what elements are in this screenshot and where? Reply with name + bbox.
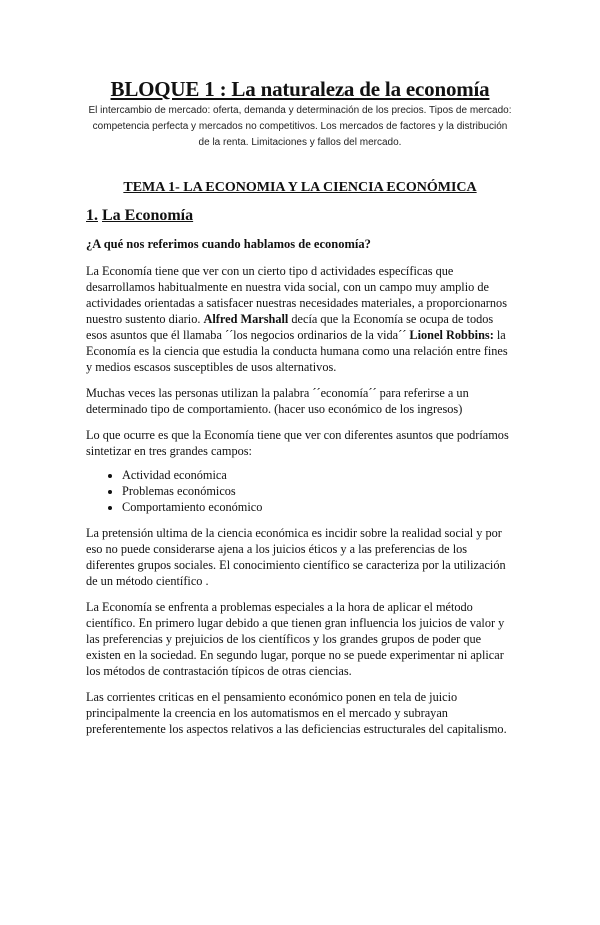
document-title: BLOQUE 1 : La naturaleza de la economía	[110, 77, 490, 101]
list-item: • Problemas económicos	[122, 483, 514, 499]
section-number: 1.	[86, 207, 98, 224]
paragraph-1	[86, 263, 514, 375]
paragraph-1-text-c: decía que la Economía se ocupa de todos esos asuntos que él llamaba ´´los negocios ordinarios de la vida´´	[86, 312, 494, 342]
section-label: La Economía	[102, 207, 194, 224]
paragraph-6: Las corrientes criticas en el pensamiento económico ponen en tela de juicio principalmente la creencia en los automatismos en el mercado y subrayan preferentemente los aspectos relativos a las deficiencias estructurales del capitalismo.	[86, 690, 507, 736]
tema-heading: TEMA 1- LA ECONOMIA Y LA CIENCIA ECONÓMICA	[123, 180, 477, 195]
document-subtitle: El intercambio de mercado: oferta, demanda y determinación de los precios. Tipos de mercado: competencia perfecta y mercados no competitivos. Los mercados de factores y la distribución de la renta. Limitaciones y fallos del mercado.	[88, 105, 512, 148]
paragraph-5: La Economía se enfrenta a problemas especiales a la hora de aplicar el método científico. En primero lugar debido a que tienen gran influencia los juicios de valor y las preferencias y prejuicios de los científicos y los grandes grupos de poder que existen en la sociedad. En segundo lugar, porque no se puede experimentar ni aplicar los métodos de contrastación típicos de otras ciencias.	[86, 600, 505, 678]
document-page	[0, 77, 600, 925]
author-marshall: Alfred Marshall	[203, 312, 289, 326]
section-heading	[86, 205, 514, 227]
author-robbins: Lionel Robbins:	[409, 328, 494, 342]
list-item: • Comportamiento económico	[122, 499, 514, 515]
paragraph-1-text-e: la Economía es la ciencia que estudia la conducta humana como una relación entre fines y medios escasos susceptibles de usos alternativos.	[86, 328, 508, 374]
paragraph-3: Lo que ocurre es que la Economía tiene que ver con diferentes asuntos que podríamos sintetizar en tres grandes campos:	[86, 428, 509, 458]
paragraph-1-text-a: La Economía tiene que ver con un cierto tipo d actividades específicas que desarrollamos habitualmente en nuestra vida social, con un campo muy amplio de actividades orientadas a satisfacer nuestras necesidades materiales, a proporcionarnos nuestro sustento diario.	[86, 264, 507, 326]
fields-list	[86, 467, 514, 515]
paragraph-4: La pretensión ultima de la ciencia económica es incidir sobre la realidad social y por eso no puede considerarse ajena a los juicios éticos y a las preferencias de los diferentes grupos sociales. El conocimiento científico se caracteriza por la utilización de un método científico .	[86, 526, 506, 588]
list-item: • Actividad económica	[122, 467, 514, 483]
paragraph-2: Muchas veces las personas utilizan la palabra ´´economía´´ para referirse a un determinado tipo de comportamiento. (hacer uso económico de los ingresos)	[86, 386, 469, 416]
question-heading: ¿A qué nos referimos cuando hablamos de economía?	[86, 237, 371, 251]
